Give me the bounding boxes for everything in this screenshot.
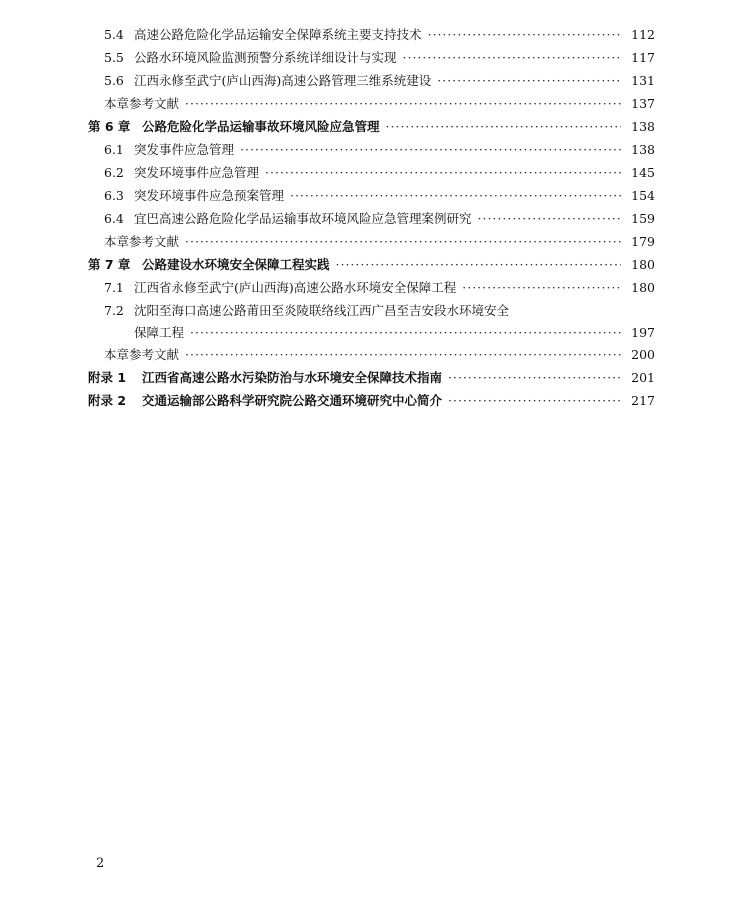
toc-entry-page: 112 <box>631 27 655 42</box>
toc-entry-title: 高速公路危险化学品运输安全保障系统主要支持技术 <box>134 27 422 42</box>
toc-entry-page: 179 <box>631 234 655 249</box>
toc-entry-title: 本章参考文献 <box>104 96 180 111</box>
toc-entry-title: 突发事件应急管理 <box>134 142 235 157</box>
toc-entry-number: 7.2 <box>104 303 124 318</box>
toc-entry[interactable] <box>104 93 655 115</box>
toc-entry-number: 附录 1 <box>88 370 127 385</box>
dot-leader <box>462 277 621 299</box>
dot-leader <box>185 344 621 366</box>
toc-entry-title: 本章参考文献 <box>104 234 180 249</box>
toc-entry-title: 江西省高速公路水污染防治与水环境安全保障技术指南 <box>142 370 443 385</box>
toc-entry-number: 5.4 <box>104 27 124 42</box>
toc-entry-page: 180 <box>631 280 655 295</box>
toc-entry-page: 138 <box>631 142 655 157</box>
toc-entry[interactable] <box>104 344 655 366</box>
toc-entry-title: 公路危险化学品运输事故环境风险应急管理 <box>142 119 380 134</box>
toc-entry-number: 6.4 <box>104 211 124 226</box>
toc-entry[interactable] <box>104 70 655 92</box>
toc-entry[interactable] <box>104 277 655 299</box>
toc-entry[interactable] <box>104 185 655 207</box>
page-number: 2 <box>96 856 105 871</box>
toc-entry[interactable] <box>104 300 655 322</box>
toc-entry-page: 138 <box>631 119 655 134</box>
dot-leader <box>240 139 621 161</box>
toc-entry-number: 附录 2 <box>88 393 127 408</box>
toc-entry-page: 180 <box>631 257 655 272</box>
toc-entry-number: 5.6 <box>104 73 124 88</box>
toc-entry-number: 6.3 <box>104 188 124 203</box>
toc-entry-page: 131 <box>631 73 655 88</box>
toc-entry[interactable] <box>104 231 655 253</box>
dot-leader <box>190 322 621 344</box>
dot-leader <box>336 254 621 276</box>
toc-entry-title: 公路建设水环境安全保障工程实践 <box>142 257 330 272</box>
toc-entry-title: 江西省永修至武宁(庐山西海)高速公路水环境安全保障工程 <box>134 280 457 295</box>
toc-entry-title: 公路水环境风险监测预警分系统详细设计与实现 <box>134 50 397 65</box>
toc-entry-page: 137 <box>631 96 655 111</box>
toc-entry-number: 7.1 <box>104 280 124 295</box>
dot-leader <box>386 116 621 138</box>
toc-entry[interactable] <box>88 367 655 389</box>
toc-entry-page: 201 <box>631 370 655 385</box>
dot-leader <box>478 208 621 230</box>
toc-entry-number: 6.2 <box>104 165 124 180</box>
dot-leader <box>428 24 621 46</box>
dot-leader <box>265 162 621 184</box>
toc-entry-number: 第 6 章 <box>88 119 131 134</box>
toc-entry-page: 197 <box>631 325 655 340</box>
toc-entry-number: 6.1 <box>104 142 124 157</box>
toc-entry[interactable] <box>104 208 655 230</box>
toc-entry-title-continuation: 保障工程 <box>134 325 185 340</box>
toc-entry-title: 突发环境事件应急预案管理 <box>134 188 285 203</box>
toc-entry-number: 第 7 章 <box>88 257 131 272</box>
toc-entry-title: 交通运输部公路科学研究院公路交通环境研究中心简介 <box>142 393 443 408</box>
toc-entry-continuation[interactable] <box>134 322 655 344</box>
toc-entry[interactable] <box>88 390 655 412</box>
dot-leader <box>185 93 621 115</box>
dot-leader <box>290 185 621 207</box>
dot-leader <box>437 70 621 92</box>
dot-leader <box>403 47 621 69</box>
toc-entry[interactable] <box>104 162 655 184</box>
dot-leader <box>185 231 621 253</box>
toc-entry[interactable] <box>104 24 655 46</box>
toc-entry-page: 154 <box>631 188 655 203</box>
toc-entry-title: 宜巴高速公路危险化学品运输事故环境风险应急管理案例研究 <box>134 211 472 226</box>
toc-entry-page: 145 <box>631 165 655 180</box>
dot-leader <box>448 390 621 412</box>
toc-entry-number: 5.5 <box>104 50 124 65</box>
toc-entry[interactable] <box>104 47 655 69</box>
toc-entry-title: 江西永修至武宁(庐山西海)高速公路管理三维系统建设 <box>134 73 432 88</box>
toc-entry-page: 200 <box>631 347 655 362</box>
toc-entry[interactable] <box>88 254 655 276</box>
toc-entry-title: 本章参考文献 <box>104 347 180 362</box>
dot-leader <box>448 367 621 389</box>
toc-entry-title: 沈阳至海口高速公路莆田至炎陵联络线江西广昌至吉安段水环境安全 <box>134 303 510 318</box>
toc-entry[interactable] <box>88 116 655 138</box>
toc-entry-title: 突发环境事件应急管理 <box>134 165 260 180</box>
toc-entry-page: 159 <box>631 211 655 226</box>
toc-entry-page: 217 <box>631 393 655 408</box>
toc-entry[interactable] <box>104 139 655 161</box>
toc-entry-page: 117 <box>631 50 655 65</box>
